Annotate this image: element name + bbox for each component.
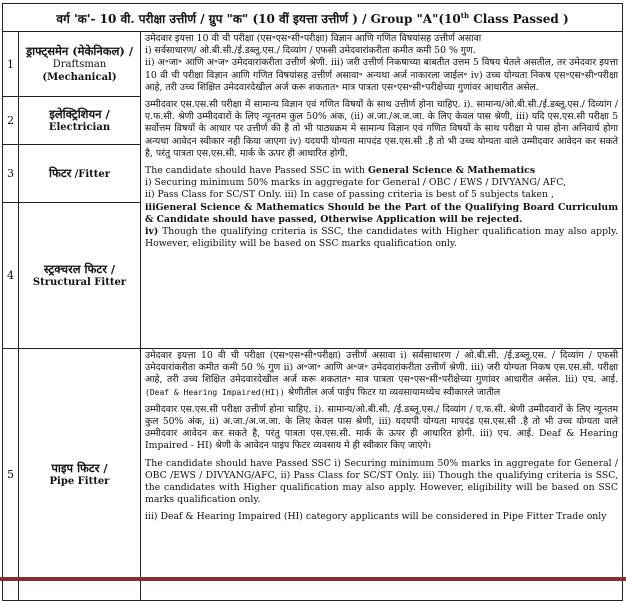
row-number: 5: [3, 349, 19, 601]
english-paragraph: The candidate should have Passed SSC i) Securing minimum 50% marks in aggregate for General / OBC /EWS / DIVYANG/AFC, ii) Pass Class for SC/ST Only. iii) Though the qualifying criteria is SSC, the candidates with Higher qualification may also apply. However, eligibility will be based on SSC marks qualification only.: [145, 457, 619, 506]
table-title: [3, 4, 623, 32]
post-hindi: ड्राफ्ट्समेन (मेकेनिकल) /: [25, 43, 134, 58]
title-text: वर्ग 'क'- 10 वी. परीक्षा उत्तीर्ण / ग्रुप "क" (10 वीं इयत्ता उत्तीर्ण ) / Group "A"(10: [56, 12, 461, 26]
post-hindi: पाइप फिटर /: [51, 460, 108, 475]
english-intro: The candidate should have Passed SSC in with: [145, 165, 368, 177]
bottom-divider: [0, 577, 626, 581]
title-superscript: th: [460, 11, 470, 20]
post-name-pipe-fitter: [19, 349, 141, 601]
post-hindi: स्ट्रक्चरल फिटर /: [43, 261, 116, 276]
marathi-text: उमेदवार इयत्ता 10 वी ची परीक्षा (एस॰एस॰सी॰परीक्षा) उत्तीर्ण असावा i) सर्वसाधारण / ओ.बी.सी. /ई.डब्लू.एस. / दिव्यांग / एफसी उमेदवारांकरीता कमीत कमी 50 % गुण ii) अ॰जा॰ आणि अ॰ज॰ उमेदवारांकरीता उत्तीर्ण श्रेणी. iii) जरी योग्यता निकष एस.एस.सी. परीक्षा आहे, तरी उच्च शिक्षित उमेदवारदेखील अर्ज करू शकतात॰ मात्र पात्रता एस॰एस॰सी॰परीक्षेच्या गुणांवर आधारीत असेल.: [145, 350, 619, 386]
marathi-line-2: i) सर्वसाधारण/ ओ.बी.सी./ई.डब्लू.एस./ दिव्यांग / एफसी उमेदवारांकरीता कमीत कमी 50 % गुण.: [145, 45, 476, 57]
post-english: /Fitter: [74, 168, 110, 180]
qualification-text-pipe-fitter: [141, 349, 623, 601]
english-point-iii: iiiGeneral Science & Mathematics Should be the Part of the Qualifying Board Curriculum & Candidate should have passed, Otherwise Application will be rejected.: [145, 201, 619, 225]
post-name-draftsman: [19, 32, 141, 97]
english-point-iv: Though the qualifying criteria is SSC, the candidates with Higher qualification may also apply. However, eligibility will be based on SSC marks qualification only.: [145, 226, 619, 250]
table-header-row: [3, 4, 623, 32]
row-number: 2: [3, 97, 19, 145]
marathi-hi-tail: lii) एच. आई.: [565, 374, 619, 386]
english-point-i: i) Securing minimum 50% marks in aggregate for General / OBC / EWS / DIVYANG/ AFC,: [145, 177, 566, 189]
post-english-2: (Mechanical): [42, 71, 117, 83]
post-english: Pipe Fitter: [49, 475, 110, 487]
post-hindi: इलेक्ट्रिशियन /: [49, 106, 110, 121]
eligibility-table: [2, 3, 623, 601]
english-paragraph: [145, 165, 618, 250]
row-number: 4: [3, 203, 19, 349]
post-name-fitter: [19, 145, 141, 203]
english-hi-note: iii) Deaf & Hearing Impaired (HI) category applicants will be considered in Pipe Fitter Trade only: [145, 511, 607, 523]
hindi-paragraph: उम्मीदवार एस.एस.सी परीक्षा उत्तीर्ण होना चाहिए. i). सामान्य/ओ.बी.सी. /ई.डब्लू.एस./ दिव्यांग / ए.फ.सी. श्रेणी उम्मीदवारों के लिए न्यूनतम कुल 50% अंक, ii) अ.जा./अ.ज.जा. के लिए केवल पास श्रेणी, iii) यदयपी योग्यता मापदंड एस.एस.सी .है तो भी उच्च योग्यता वाले उम्मीदवार आवेदन कर सकते है, परंतु पात्रता एस.एस.सी. मार्क के ऊपर ही आधारित होगी. iii) एच. आई. Deaf & Hearing Impaired - HI) श्रेणी के आवेदन पाइप फिटर व्यवसाय मे ही स्वीकार किए जाएंगे।: [145, 403, 619, 452]
marathi-line-3: ii) अ॰जा॰ आणि अ॰ज॰ उमेदवारांकरीता उत्तीर्ण श्रेणी. iii) जरी उत्तीर्ण निकषाच्या बाबतीत उत्तम 5 विषय घेतले असतील, तर उमेदवार इयत्ता 10 वी ची परीक्षा विज्ञान आणि गणित विषयांसह उत्तीर्ण असावा॰ अन्यथा अर्ज नाकारला जाईल॰ iv) उच्च योग्यता निकष एस॰एस॰सी॰परीक्षा आहे, तरी उच्च शिक्षित उमेदवारदेखील अर्ज करू शकतात॰ मात्र पात्रता एस॰एस॰सी॰परीक्षेच्या गुणांवर आधारीत असेल.: [145, 57, 619, 93]
row-number: 3: [3, 145, 19, 203]
post-english: Electrician: [48, 121, 111, 133]
post-hindi: फिटर: [49, 165, 72, 180]
marathi-hi-tail-end: श्रेणीतील अर्ज पाईप फिटर या व्यवसायामध्येच स्वीकारले जातील: [284, 386, 501, 398]
row-number: 1: [3, 32, 19, 97]
post-english-1: Draftsman: [52, 58, 107, 70]
english-point-iv-label: iv): [145, 226, 159, 238]
english-intro-bold: General Science & Mathematics: [367, 165, 536, 177]
marathi-paragraph: [145, 350, 618, 399]
marathi-hi-tail-mono: (Deaf & Hearing Impaired(HI)): [145, 387, 285, 397]
marathi-paragraph: [145, 33, 618, 94]
marathi-line-1: उमेदवार इयत्ता 10 वी ची परीक्षा (एस॰एस॰सी॰परीक्षा) विज्ञान आणि गणित विषयांसह उत्तीर्ण असावा: [145, 33, 482, 44]
post-name-electrician: [19, 97, 141, 145]
hindi-paragraph: उम्मीदवार एस.एस.सी परीक्षा में सामान्य विज्ञान एवं गणित विषयों के साथ उत्तीर्ण होना चाहिए. i). सामान्य/ओ.बी.सी./ई.डब्लू.एस./ दिव्यांग / ए.फ.सी. श्रेणी उम्मीदवारों के लिए न्यूनतम कुल 50% अंक, (ii) अ.जा./अ.ज.जा. के लिए केवल पास श्रेणी, iii) यदि एस.एस.सी परीक्षा 5 सर्वोत्तम विषयों के आधार पर उत्तीर्ण की है तो भी पाठ्यक्रम मे सामान्य विज्ञान एवं गणित विषयों के साथ परीक्षा मे पास होना अनिवार्य होगा अन्यथा आवेदन स्वीकार नही किया जाएगा iv) यदयपी योग्यता मापदंड एस.एस.सी .है तो भी उच्च योग्यता वाले उम्मीदवार आवेदन कर सकते है, परंतु पात्रता एस.एस.सी. मार्क के ऊपर ही आधारित होगी.: [145, 99, 619, 159]
table-row: [3, 32, 623, 97]
qualification-text-group-a: [141, 32, 623, 349]
english-point-ii: ii) Pass Class for SC/ST Only. iii) In case of passing criteria is best of 5 subjects taken ,: [145, 189, 554, 201]
title-end: Class Passed ): [469, 12, 569, 26]
table-row: [3, 349, 623, 601]
post-english: Structural Fitter: [32, 276, 127, 288]
post-name-structural-fitter: [19, 203, 141, 349]
